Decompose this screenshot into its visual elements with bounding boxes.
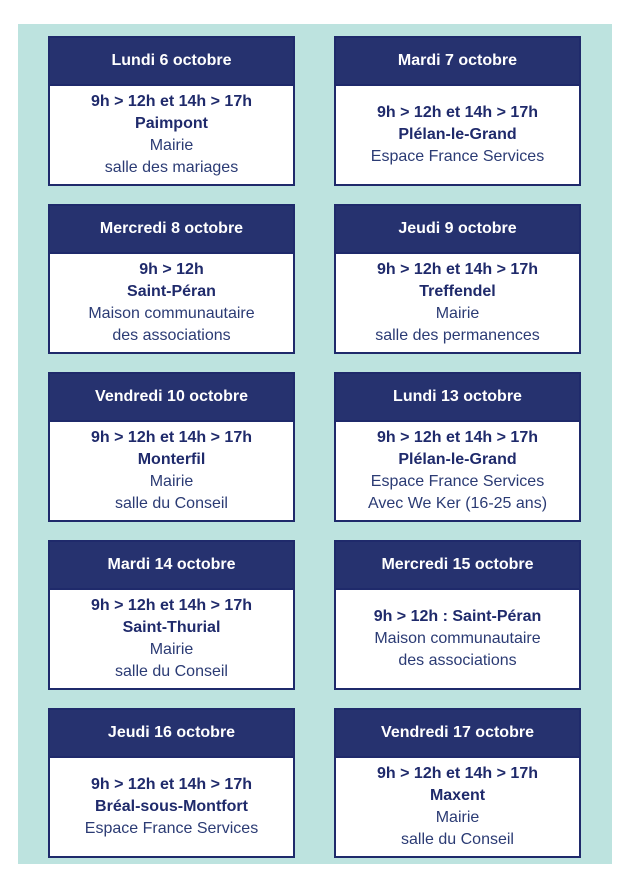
card-hours: 9h > 12h : Saint-Péran bbox=[373, 608, 542, 625]
schedule-card bbox=[48, 36, 295, 186]
card-hours: 9h > 12h et 14h > 17h bbox=[91, 93, 252, 110]
card-details bbox=[336, 758, 579, 856]
card-date: Mercredi 15 octobre bbox=[336, 542, 579, 590]
schedule-card bbox=[334, 36, 581, 186]
card-hours: 9h > 12h et 14h > 17h bbox=[377, 261, 538, 278]
card-hours: 9h > 12h et 14h > 17h bbox=[377, 765, 538, 782]
card-details bbox=[50, 422, 293, 520]
card-venue: Espace France Services bbox=[370, 473, 545, 490]
schedule-panel bbox=[18, 24, 612, 864]
card-venue: Maison communautaire bbox=[374, 630, 541, 647]
card-room: salle des permanences bbox=[375, 327, 540, 344]
card-room: des associations bbox=[398, 652, 517, 669]
card-venue: Mairie bbox=[149, 473, 194, 490]
card-venue: Mairie bbox=[435, 809, 480, 826]
card-town: Saint-Péran bbox=[127, 283, 216, 300]
card-room: salle du Conseil bbox=[401, 831, 514, 848]
card-hours: 9h > 12h et 14h > 17h bbox=[91, 429, 252, 446]
card-venue: Espace France Services bbox=[84, 820, 259, 837]
card-town: Plélan-le-Grand bbox=[398, 126, 517, 143]
card-venue: Mairie bbox=[149, 641, 194, 658]
card-town: Treffendel bbox=[419, 283, 496, 300]
schedule-card bbox=[334, 540, 581, 690]
card-details bbox=[50, 254, 293, 352]
schedule-card bbox=[334, 204, 581, 354]
card-town: Plélan-le-Grand bbox=[398, 451, 517, 468]
card-details bbox=[336, 422, 579, 520]
card-room: salle du Conseil bbox=[115, 663, 228, 680]
schedule-card bbox=[48, 540, 295, 690]
card-venue: Espace France Services bbox=[370, 148, 545, 165]
card-details bbox=[50, 590, 293, 688]
card-date: Mardi 7 octobre bbox=[336, 38, 579, 86]
card-venue: Maison communautaire bbox=[88, 305, 255, 322]
card-town: Paimpont bbox=[135, 115, 208, 132]
card-venue: Mairie bbox=[149, 137, 194, 154]
card-venue: Mairie bbox=[435, 305, 480, 322]
card-date: Mardi 14 octobre bbox=[50, 542, 293, 590]
card-details bbox=[336, 590, 579, 688]
card-details bbox=[50, 86, 293, 184]
card-hours: 9h > 12h et 14h > 17h bbox=[91, 597, 252, 614]
card-date: Lundi 6 octobre bbox=[50, 38, 293, 86]
card-details bbox=[336, 254, 579, 352]
schedule-card bbox=[48, 708, 295, 858]
card-town: Bréal-sous-Montfort bbox=[95, 798, 248, 815]
schedule-card bbox=[334, 708, 581, 858]
card-town: Maxent bbox=[429, 787, 486, 804]
schedule-card bbox=[48, 372, 295, 522]
card-town: Monterfil bbox=[137, 451, 206, 468]
card-hours: 9h > 12h et 14h > 17h bbox=[377, 104, 538, 121]
card-date: Mercredi 8 octobre bbox=[50, 206, 293, 254]
card-date: Jeudi 16 octobre bbox=[50, 710, 293, 758]
card-note: Avec We Ker (16-25 ans) bbox=[367, 495, 548, 512]
schedule-card bbox=[334, 372, 581, 522]
card-date: Lundi 13 octobre bbox=[336, 374, 579, 422]
card-details bbox=[50, 758, 293, 856]
card-date: Vendredi 17 octobre bbox=[336, 710, 579, 758]
card-hours: 9h > 12h bbox=[139, 261, 204, 278]
schedule-card bbox=[48, 204, 295, 354]
card-date: Jeudi 9 octobre bbox=[336, 206, 579, 254]
card-date: Vendredi 10 octobre bbox=[50, 374, 293, 422]
card-hours: 9h > 12h et 14h > 17h bbox=[377, 429, 538, 446]
card-details bbox=[336, 86, 579, 184]
card-room: salle du Conseil bbox=[115, 495, 228, 512]
card-room: des associations bbox=[112, 327, 231, 344]
card-town: Saint-Thurial bbox=[122, 619, 221, 636]
card-room: salle des mariages bbox=[104, 159, 239, 176]
card-hours: 9h > 12h et 14h > 17h bbox=[91, 776, 252, 793]
